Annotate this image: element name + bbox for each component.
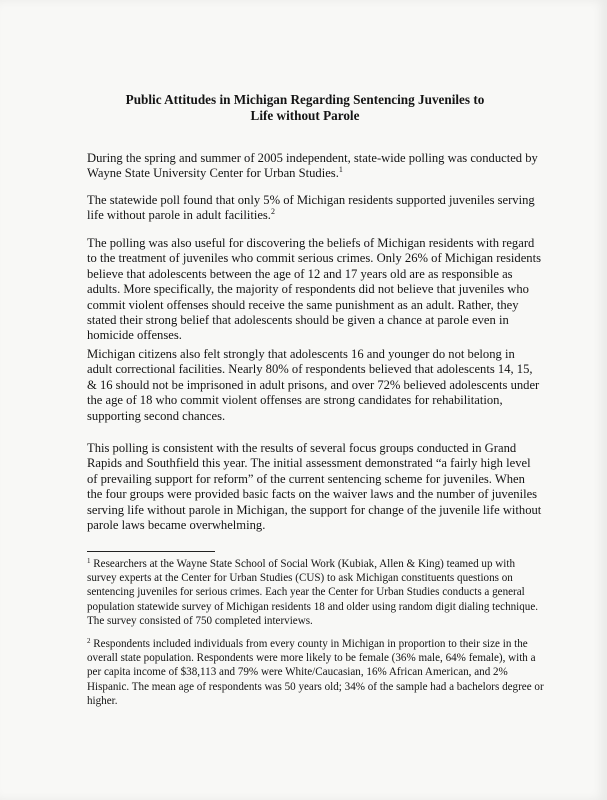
document-title: [80, 92, 530, 124]
paragraph-adult-facilities: [87, 347, 542, 424]
paragraph-text: The polling was also useful for discovering the beliefs of Michigan residents with regard to the treatment of juveniles who commit serious crimes. Only 26% of Michigan residents believe that adolescents between the age of 12 and 17 years old are as responsible as adults. More specifically, the majority of respondents did not believe that juveniles who commit violent offenses should receive the same punishment as an adult. Rather, they stated their strong belief that adolescents should be given a chance at parole even in homicide offenses.: [87, 236, 541, 343]
paragraph-text: The statewide poll found that only 5% of Michigan residents supported juveniles serving life without parole in adult facilities.: [87, 193, 535, 223]
paragraph-focus-groups: [87, 441, 542, 533]
paragraph-text: Michigan citizens also felt strongly that adolescents 16 and younger do not belong in adult correctional facilities. Nearly 80% of respondents believed that adolescents 14, 15, & 16 should not be imprisoned in adult prisons, and over 72% believed adolescents under the age of 18 who commit violent offenses are strong candidates for rehabilitation, supporting second chances.: [87, 347, 540, 423]
title-line-1: Public Attitudes in Michigan Regarding Sentencing Juveniles to: [125, 92, 485, 107]
paragraph-text: This polling is consistent with the results of several focus groups conducted in Grand Rapids and Southfield this year. The initial assessment demonstrated “a fairly high level of prevailing support for reform” of the current sentencing scheme for juveniles. When the four groups were provided basic facts on the waiver laws and the number of juveniles serving life without parole in Michigan, the support for change of the juvenile life without parole laws became overwhelming.: [87, 441, 542, 533]
footnote-ref: 2: [270, 207, 275, 217]
footnote-mark: 2: [87, 637, 91, 645]
paragraph-poll-result: [87, 193, 542, 224]
paragraph-beliefs: [87, 236, 542, 344]
paragraph-text: During the spring and summer of 2005 independent, state-wide polling was conducted by Wayne State University Center for Urban Studies.: [87, 151, 538, 181]
paragraph-polling-intro: [87, 151, 542, 182]
footnote-mark: 1: [87, 557, 91, 565]
footnote-2: [87, 637, 545, 708]
footnote-1: [87, 557, 545, 628]
footnote-text: Researchers at the Wayne State School of Social Work (Kubiak, Allen & King) teamed up with survey experts at the Center for Urban Studies (CUS) to ask Michigan constituents questions on sentencing juveniles for serious crimes. Each year the Center for Urban Studies conducts a general population statewide survey of Michigan residents 18 and older using random digit dialing technique. The survey consisted of 750 completed interviews.: [87, 558, 539, 627]
footnote-ref: 1: [338, 165, 343, 175]
title-line-2: Life without Parole: [250, 108, 360, 123]
footnote-divider: [87, 551, 215, 552]
footnote-text: Respondents included individuals from every county in Michigan in proportion to their size in the overall state population. Respondents were more likely to be female (36% male, 64% female), with a per capita income of $38,113 and 79% were White/Caucasian, 16% African American, and 2% Hispanic. The mean age of respondents was 50 years old; 34% of the sample had a bachelors degree or higher.: [87, 638, 544, 707]
